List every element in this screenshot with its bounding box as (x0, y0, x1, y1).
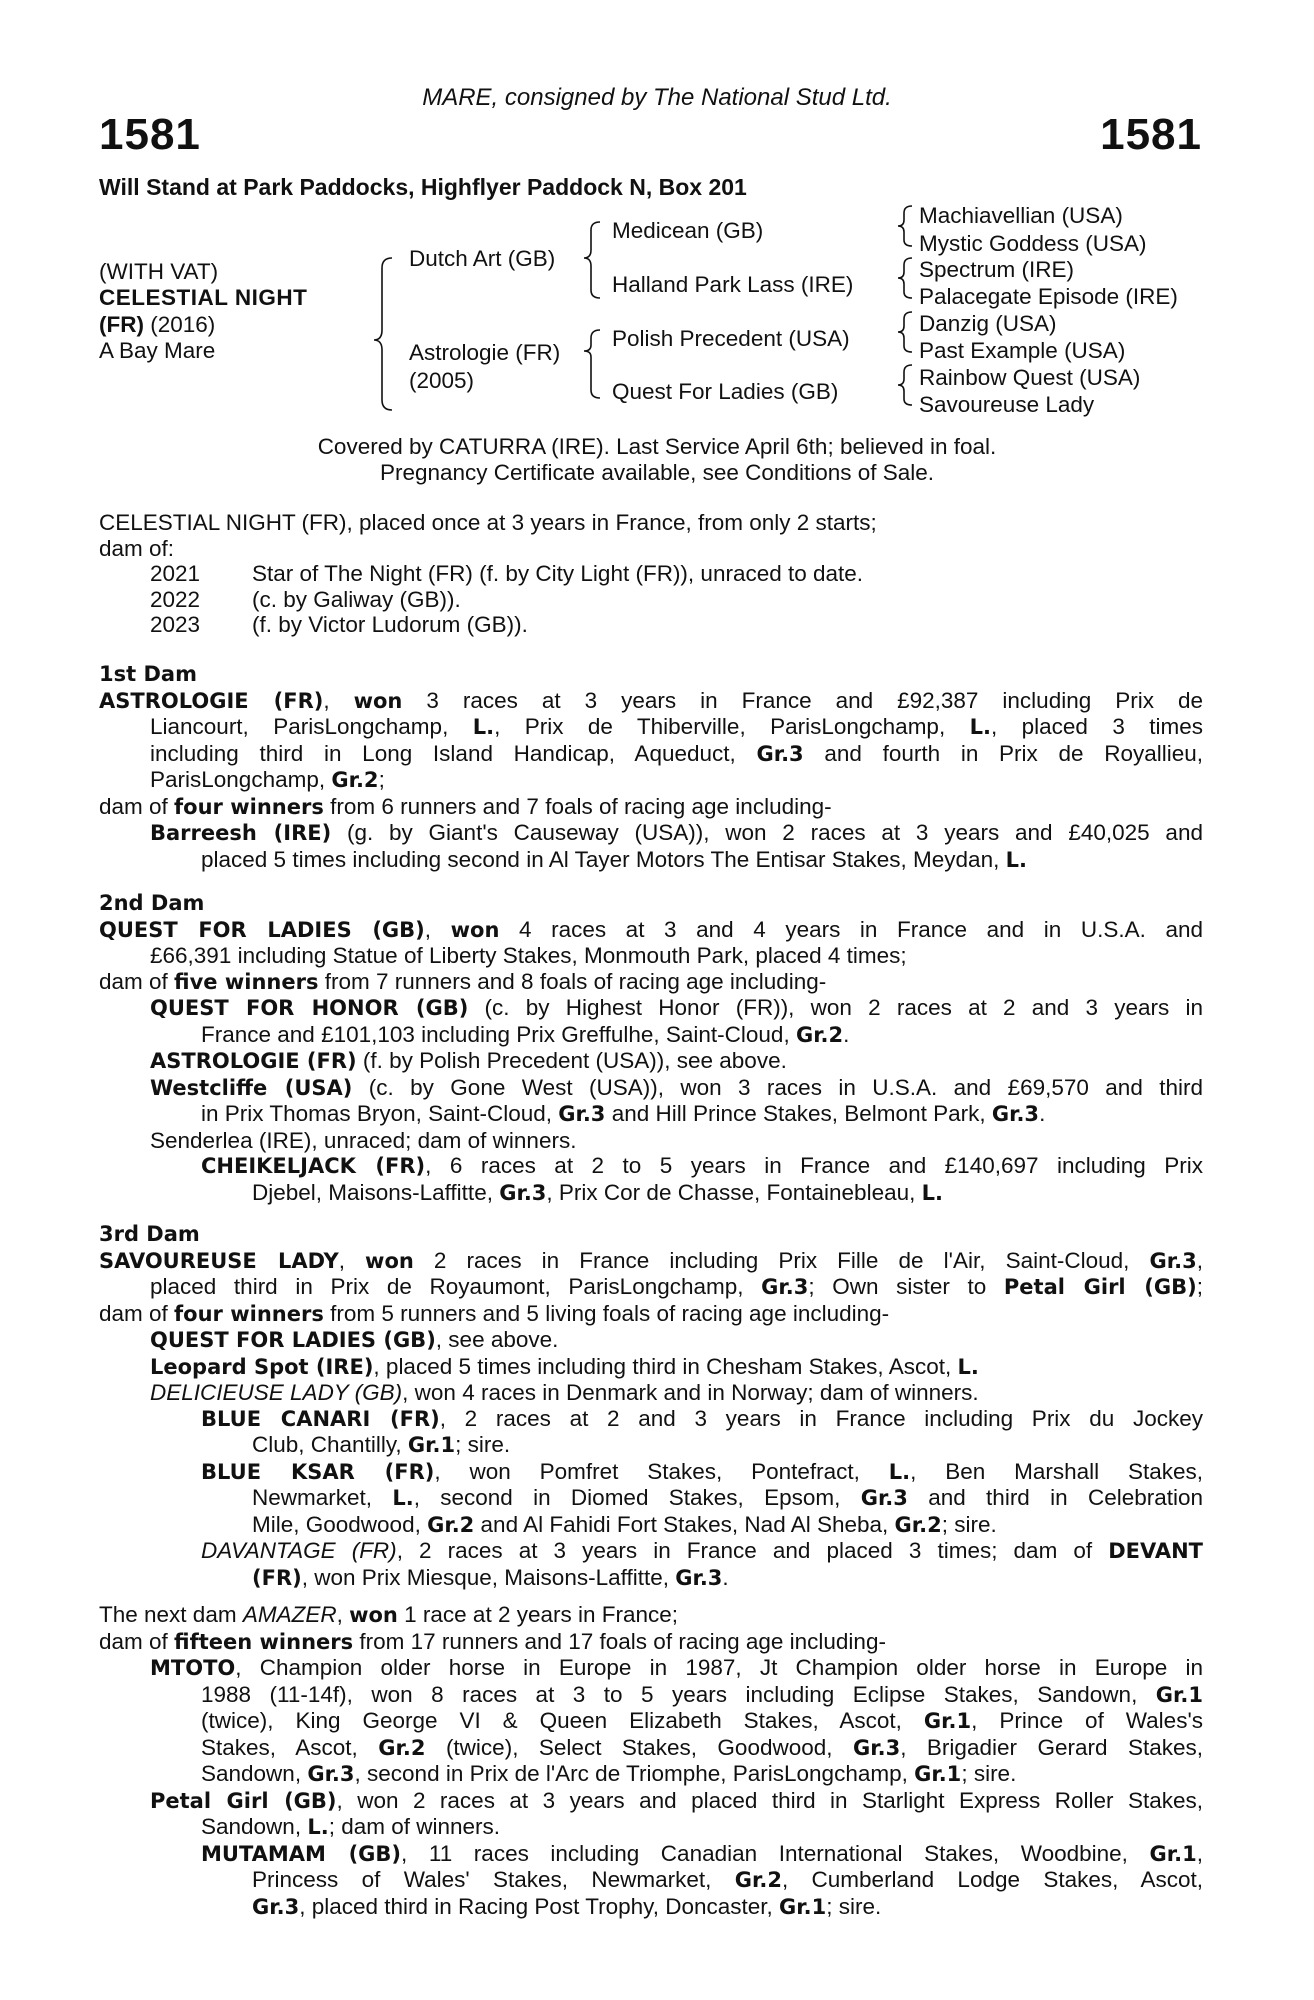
pedigree-dam: Astrologie (FR) (409, 340, 561, 365)
pedigree-gg-2: Mystic Goddess (USA) (919, 231, 1147, 256)
next-dam-line (99, 1894, 1203, 1921)
next-dam-line (99, 1814, 1203, 1841)
horse-name: CELESTIAL NIGHT (99, 285, 308, 310)
horse-name: DEVANT (1108, 1539, 1203, 1563)
horse-country: (FR) (252, 1565, 302, 1590)
dam3-line (99, 1485, 1203, 1512)
dam1-line (99, 741, 1203, 768)
text: Princess of Wales' Stakes, Newmarket, (252, 1867, 735, 1892)
text: ; dam of winners. (328, 1814, 501, 1839)
grade: Gr.1 (407, 1433, 456, 1457)
dam2-line: £66,391 including Statue of Liberty Stakes, Monmouth Park, placed 4 times; (150, 943, 907, 968)
grade: L. (1005, 847, 1027, 872)
text: , (336, 1602, 350, 1627)
winners-count: fifteen winners (174, 1629, 354, 1654)
produce-intro: CELESTIAL NIGHT (FR), placed once at 3 years in France, from only 2 starts; (99, 510, 877, 535)
text: dam of (99, 793, 175, 819)
stand-location: Will Stand at Park Paddocks, Highflyer Paddock N, Box 201 (99, 174, 747, 200)
produce-item (99, 561, 1203, 587)
pedigree-sire-dam: Halland Park Lass (IRE) (612, 272, 854, 297)
next-dam-line (99, 1682, 1203, 1709)
pedigree-dam-year: (2005) (409, 368, 475, 393)
text: Sandown, (201, 1761, 308, 1786)
produce-year: 2021 (150, 561, 201, 586)
text: , won 4 races in Denmark and in Norway; dam of winners. (402, 1380, 979, 1405)
text: , Prix Cor de Chasse, Fontainebleau, (546, 1179, 922, 1205)
text: ; Own sister to (808, 1274, 1004, 1299)
next-dam-line (99, 1655, 1203, 1682)
section-heading: 3rd Dam (99, 1222, 200, 1246)
dam2-line (99, 1180, 1203, 1207)
text: , (1196, 1247, 1203, 1273)
pedigree-gg-7: Rainbow Quest (USA) (919, 365, 1141, 390)
grade: L. (472, 715, 495, 739)
won-label: won (353, 688, 403, 713)
vat-note: (WITH VAT) (99, 259, 219, 284)
covered-line: Covered by CATURRA (IRE). Last Service April 6th; believed in foal. (317, 434, 997, 459)
dam2-line (99, 1048, 1203, 1075)
third-dam-section (99, 1222, 1203, 1591)
horse-name: MUTAMAM (GB) (201, 1841, 402, 1866)
horse-name: BLUE CANARI (FR) (201, 1406, 440, 1431)
pedigree-dam-dam: Quest For Ladies (GB) (612, 379, 839, 404)
horse-name: Leopard Spot (IRE) (150, 1354, 374, 1379)
grade: Gr.3 (499, 1180, 547, 1205)
horse-name: Westcliffe (USA) (150, 1075, 353, 1100)
horse-country: (FR) (99, 312, 144, 337)
horse-name: DELICIEUSE LADY (GB) (150, 1380, 403, 1405)
grade: L. (969, 715, 991, 739)
next-dam-line (99, 1788, 1203, 1815)
dam1-line (99, 820, 1203, 847)
dam1-line (99, 794, 1203, 821)
text: in Prix Thomas Bryon, Saint-Cloud, (201, 1101, 559, 1126)
pedigree-sire: Dutch Art (GB) (409, 246, 556, 271)
grade: Gr.1 (1149, 1841, 1197, 1866)
dam3-line (99, 1406, 1203, 1433)
next-dam-line (99, 1735, 1203, 1762)
section-heading: 2nd Dam (99, 891, 205, 915)
horse-name: QUEST FOR LADIES (GB) (150, 1328, 436, 1352)
dam3-line (99, 1538, 1203, 1565)
text: , won Prix Miesque, Maisons-Laffitte, (301, 1564, 676, 1590)
text: (twice), Select Stakes, Goodwood, (425, 1734, 853, 1760)
grade: Gr.3 (675, 1565, 723, 1590)
pedigree-gg-4: Palacegate Episode (IRE) (919, 284, 1178, 309)
text: Djebel, Maisons-Laffitte, (252, 1179, 500, 1205)
text: , 2 races at 3 years in France and placed 3 times; dam of (396, 1538, 1109, 1563)
text: , (1196, 1840, 1203, 1866)
text: 1988 (11-14f), won 8 races at 3 to 5 years including Eclipse Stakes, Sandown, (201, 1681, 1156, 1707)
produce-section (99, 510, 1203, 638)
text: Sandown, (201, 1814, 308, 1839)
dam-name: ASTROLOGIE (FR) (99, 688, 324, 713)
text: placed 5 times including second in Al Tayer Motors The Entisar Stakes, Meydan, (201, 846, 1006, 872)
produce-text: Star of The Night (FR) (f. by City Light (FR)), unraced to date. (252, 561, 864, 586)
produce-dam-of: dam of: (99, 535, 175, 561)
text: Club, Chantilly, (252, 1432, 408, 1457)
grade: Gr.3 (860, 1486, 908, 1510)
pedigree-gg-3: Spectrum (IRE) (919, 257, 1075, 282)
dam2-line (99, 1153, 1203, 1180)
lot-number-left: 1581 (99, 110, 201, 159)
grade: Gr.2 (734, 1868, 782, 1892)
text: 4 races at 3 and 4 years in France and in U.S.A. and (499, 916, 1203, 942)
text: and third in Celebration (907, 1485, 1204, 1510)
pedigree-gg-brace-4 (898, 365, 912, 405)
grade: Gr.3 (853, 1735, 901, 1760)
text: , Cumberland Lodge Stakes, Ascot, (781, 1867, 1203, 1892)
grade: Gr.3 (1149, 1248, 1197, 1273)
text: , see above. (435, 1327, 559, 1352)
grade: Gr.2 (894, 1512, 942, 1537)
horse-name: QUEST FOR HONOR (GB) (150, 996, 469, 1020)
pedigree-gg-brace-1 (898, 206, 912, 246)
text: 2 races in France including Prix Fille de l'Air, Saint-Cloud, (413, 1247, 1150, 1273)
grade: Gr.3 (558, 1102, 606, 1126)
text: dam of (99, 968, 175, 994)
text: , Prix de Thiberville, ParisLongchamp, (494, 714, 970, 739)
text: including third in Long Island Handicap, Aqueduct, (150, 740, 757, 766)
text: , won 2 races at 3 years and placed third in Starlight Express Roller Stakes, (336, 1787, 1204, 1813)
produce-text: (c. by Galiway (GB)). (252, 586, 461, 612)
dam3-line (99, 1274, 1203, 1301)
dam-name: SAVOUREUSE LADY (99, 1248, 339, 1273)
text: (g. by Giant's Causeway (USA)), won 2 races at 3 years and £40,025 and (331, 820, 1203, 845)
pedigree-gg-1: Machiavellian (USA) (919, 203, 1123, 228)
grade: Gr.3 (756, 741, 804, 766)
produce-item (99, 587, 1203, 613)
dam3-line (99, 1565, 1203, 1592)
horse-name: MTOTO (150, 1656, 236, 1680)
text: ; sire. (826, 1893, 882, 1919)
dam2-line (99, 1022, 1203, 1049)
next-dam-line (99, 1629, 1203, 1656)
text: 1 race at 2 years in France; (397, 1602, 679, 1627)
text: from 7 runners and 8 foals of racing age including- (318, 968, 827, 994)
text: ParisLongchamp, (150, 767, 332, 792)
text: (twice), King George VI & Queen Elizabeth Stakes, Ascot, (201, 1708, 924, 1733)
winners-count: five winners (174, 969, 319, 994)
text: , placed 3 times (990, 714, 1204, 739)
text: , placed third in Racing Post Trophy, Doncaster, (299, 1893, 780, 1919)
text: and Al Fahidi Fort Stakes, Nad Al Sheba, (474, 1511, 895, 1537)
produce-year: 2023 (150, 612, 201, 637)
dam2-line (99, 1101, 1203, 1128)
text: , Ben Marshall Stakes, (910, 1458, 1203, 1484)
grade: Gr.1 (923, 1709, 972, 1733)
text: The next dam (99, 1602, 243, 1627)
pedigree-sire-brace (584, 222, 600, 298)
next-dam-section (99, 1602, 1203, 1920)
dam-name: AMAZER (242, 1602, 337, 1627)
pedigree-gg-5: Danzig (USA) (919, 311, 1057, 336)
horse-name: Barreesh (IRE) (150, 821, 332, 845)
text: ; (1196, 1274, 1204, 1299)
text: (c. by Highest Honor (FR)), won 2 races at 2 and 3 years in (468, 995, 1203, 1020)
text: France and £101,103 including Prix Greffulhe, Saint-Cloud, (201, 1021, 796, 1047)
text: ; sire. (941, 1511, 997, 1537)
dam3-line (99, 1380, 1203, 1406)
text: , (323, 687, 354, 713)
certificate-line: Pregnancy Certificate available, see Conditions of Sale. (379, 460, 935, 485)
horse-year: (2016) (143, 312, 216, 337)
text: , (424, 916, 451, 942)
text: , 2 races at 2 and 3 years in France including Prix du Jockey (439, 1405, 1203, 1431)
text: from 17 runners and 17 foals of racing age including- (353, 1628, 886, 1654)
horse-name: ASTROLOGIE (FR) (150, 1049, 357, 1073)
lot-number-right: 1581 (1100, 110, 1202, 159)
pedigree-gg-brace-3 (898, 312, 912, 352)
text: . (1039, 1101, 1046, 1126)
grade: Gr.2 (378, 1735, 426, 1760)
section-heading: 1st Dam (99, 662, 197, 686)
pedigree-dam-sire: Polish Precedent (USA) (612, 326, 850, 351)
produce-item (99, 612, 1203, 638)
next-dam-line (99, 1708, 1203, 1735)
grade: Gr.2 (331, 768, 379, 792)
next-dam-line (99, 1761, 1203, 1788)
text: . (722, 1564, 729, 1590)
horse-name: CHEIKELJACK (FR) (201, 1154, 426, 1178)
produce-year: 2022 (150, 586, 201, 612)
dam1-line (99, 688, 1203, 715)
grade: Gr.1 (914, 1762, 962, 1786)
grade: L. (921, 1180, 943, 1205)
pedigree-gg-brace-2 (898, 258, 912, 298)
text: , Brigadier Gerard Stakes, (900, 1734, 1203, 1760)
dam3-line (99, 1248, 1203, 1275)
grade: L. (957, 1354, 979, 1379)
dam3-line (99, 1512, 1203, 1539)
text: 3 races at 3 years in France and £92,387 including Prix de (402, 687, 1203, 713)
dam1-line (99, 767, 1203, 794)
pedigree-gg-6: Past Example (USA) (919, 338, 1126, 363)
grade: Gr.1 (779, 1894, 827, 1919)
text: placed third in Prix de Royaumont, ParisLongchamp, (150, 1274, 762, 1299)
winners-count: four winners (174, 794, 324, 819)
text: and Hill Prince Stakes, Belmont Park, (605, 1101, 992, 1126)
text: dam of (99, 1300, 175, 1326)
dam3-line (99, 1432, 1203, 1459)
dam2-line (99, 917, 1203, 944)
dam3-line (99, 1354, 1203, 1381)
text: , (338, 1247, 366, 1273)
grade: Gr.3 (761, 1275, 809, 1299)
grade: L. (392, 1486, 414, 1510)
grade: L. (307, 1815, 329, 1839)
horse-name: BLUE KSAR (FR) (201, 1459, 435, 1484)
grade: Gr.1 (1155, 1682, 1203, 1707)
won-label: won (450, 917, 500, 942)
dam1-line (99, 714, 1203, 741)
text: Stakes, Ascot, (201, 1734, 379, 1760)
text: , second in Prix de l'Arc de Triomphe, ParisLongchamp, (354, 1761, 915, 1786)
grade: Gr.3 (252, 1894, 300, 1919)
text: Newmarket, (252, 1485, 393, 1510)
text: ; (378, 767, 385, 792)
first-dam-section (99, 662, 1203, 873)
dam1-line (99, 847, 1203, 874)
pedigree-gg-8: Savoureuse Lady (919, 392, 1095, 417)
next-dam-line (99, 1867, 1203, 1894)
text: from 6 runners and 7 foals of racing age including- (323, 793, 832, 819)
text: ; sire. (455, 1432, 511, 1457)
text: ; sire. (961, 1761, 1017, 1786)
text: . (843, 1021, 850, 1047)
text: (f. by Polish Precedent (USA)), see above. (356, 1048, 787, 1073)
consignment-line: MARE, consigned by The National Stud Ltd. (422, 84, 892, 111)
text: , 6 races at 2 to 5 years in France and £140,697 including Prix (425, 1153, 1203, 1178)
text: , Champion older horse in Europe in 1987, Jt Champion older horse in Europe in (235, 1655, 1203, 1680)
grade: Gr.2 (427, 1512, 475, 1537)
produce-text: (f. by Victor Ludorum (GB)). (252, 612, 528, 637)
next-dam-line (99, 1841, 1203, 1868)
horse-name: Petal Girl (GB) (150, 1788, 337, 1813)
winners-count: four winners (174, 1301, 324, 1326)
won-label: won (349, 1603, 398, 1627)
pedigree-main-brace (374, 258, 392, 410)
text: , second in Diomed Stakes, Epsom, (413, 1485, 861, 1510)
won-label: won (365, 1248, 414, 1273)
grade: Gr.3 (991, 1102, 1040, 1126)
text: , placed 5 times including third in Chesham Stakes, Ascot, (373, 1353, 958, 1379)
horse-description: A Bay Mare (99, 338, 216, 363)
text: , Prince of Wales's (971, 1708, 1203, 1733)
text: Liancourt, ParisLongchamp, (150, 714, 473, 739)
text: Mile, Goodwood, (252, 1511, 428, 1537)
text: , 11 races including Canadian International Stakes, Woodbine, (401, 1840, 1150, 1866)
pedigree-dam-brace (584, 330, 600, 398)
dam2-line (99, 1075, 1203, 1102)
text: , won Pomfret Stakes, Pontefract, (434, 1458, 889, 1484)
second-dam-section (99, 891, 1203, 1206)
pedigree-sire-sire: Medicean (GB) (612, 218, 764, 243)
horse-name: DAVANTAGE (FR) (201, 1538, 397, 1563)
text: (c. by Gone West (USA)), won 3 races in U.S.A. and £69,570 and third (352, 1074, 1203, 1100)
dam3-line (99, 1327, 1203, 1354)
text: dam of (99, 1628, 175, 1654)
dam2-line: Senderlea (IRE), unraced; dam of winners. (150, 1127, 577, 1153)
grade: L. (888, 1459, 911, 1484)
grade: Gr.3 (307, 1762, 355, 1786)
dam3-line (99, 1459, 1203, 1486)
text: from 5 runners and 5 living foals of racing age including- (323, 1300, 890, 1326)
text: and fourth in Prix de Royallieu, (803, 740, 1204, 766)
dam3-line (99, 1301, 1203, 1328)
next-dam-line (99, 1602, 1203, 1629)
dam2-line (99, 995, 1203, 1022)
dam2-line (99, 969, 1203, 996)
horse-name: Petal Girl (GB) (1003, 1275, 1197, 1299)
dam-name: QUEST FOR LADIES (GB) (99, 917, 425, 942)
grade: Gr.2 (795, 1022, 844, 1047)
